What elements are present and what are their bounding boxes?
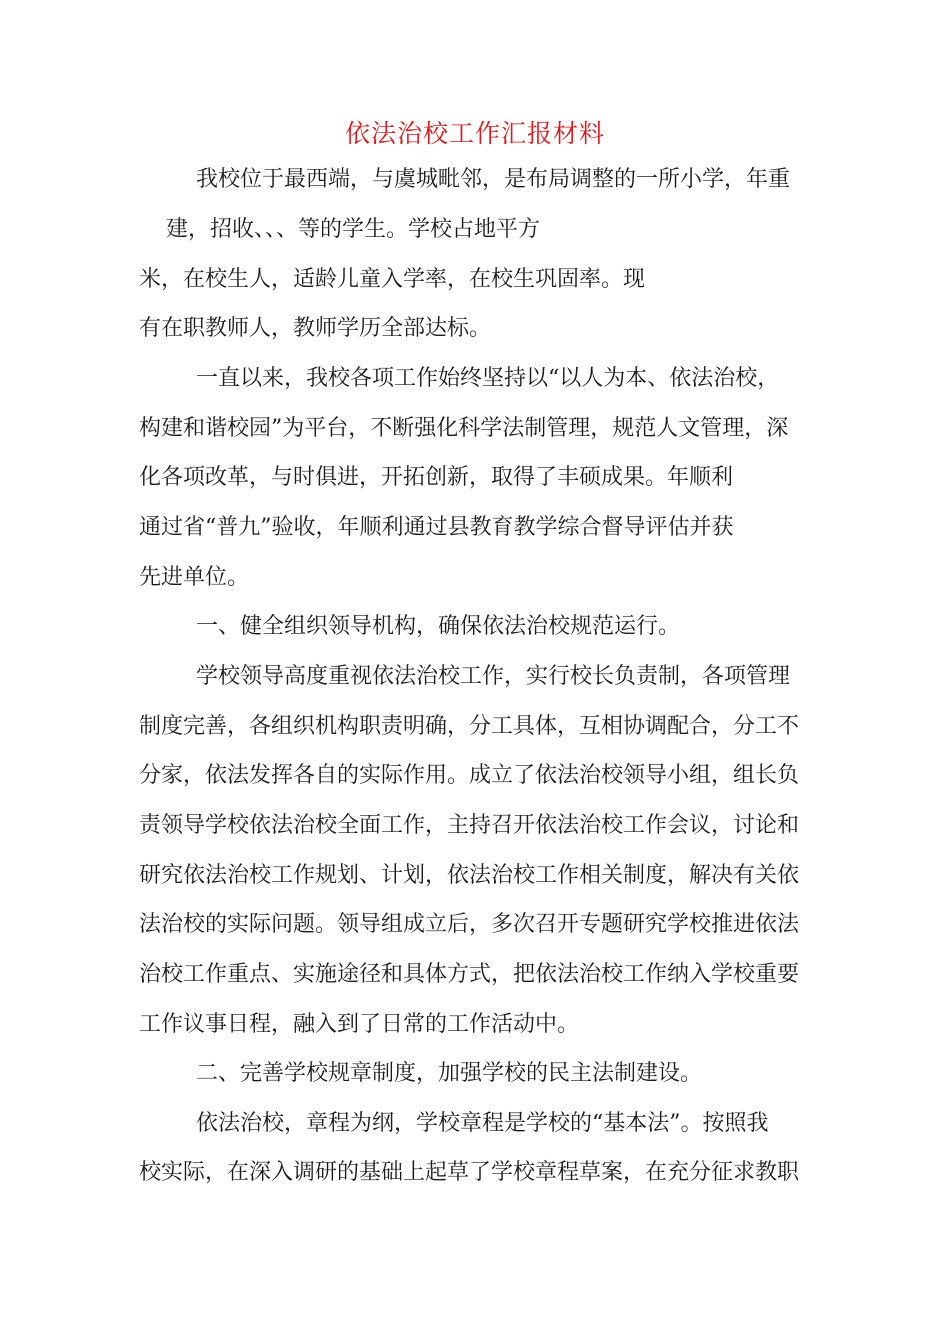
text-line: 研究依法治校工作规划、计划，依法治校工作相关制度，解决有关依 — [139, 863, 800, 888]
document-title: 依法治校工作汇报材料 — [344, 119, 605, 148]
section-heading: 二、完善学校规章制度，加强学校的民主法制建设。 — [196, 1061, 703, 1086]
section-heading: 一、健全组织领导机构，确保依法治校规范运行。 — [196, 614, 681, 639]
text-line: 先进单位。 — [139, 565, 250, 590]
text-line: 校实际，在深入调研的基础上起草了学校章程草案，在充分征求教职 — [139, 1160, 800, 1185]
text-line: 一直以来，我校各项工作始终坚持以“以人为本、依法治校， — [196, 366, 780, 391]
text-line: 通过省“普九”验收，年顺利通过县教育教学综合督导评估并获 — [139, 515, 734, 540]
text-line: 学校领导高度重视依法治校工作，实行校长负责制，各项管理 — [196, 664, 791, 689]
text-line: 有在职教师人，教师学历全部达标。 — [139, 316, 492, 341]
text-line: 制度完善，各组织机构职责明确，分工具体，互相协调配合，分工不 — [139, 714, 800, 739]
text-line: 工作议事日程，融入到了日常的工作活动中。 — [139, 1012, 580, 1037]
text-line: 分家，依法发挥各自的实际作用。成立了依法治校领导小组，组长负 — [139, 763, 800, 788]
text-line: 建，招收、、、等的学生。学校占地平方 — [166, 217, 541, 242]
text-line: 法治校的实际问题。领导组成立后，多次召开专题研究学校推进依法 — [139, 912, 800, 937]
text-line: 责领导学校依法治校全面工作，主持召开依法治校工作会议，讨论和 — [139, 813, 800, 838]
text-line: 我校位于最西端，与虞城毗邻，是布局调整的一所小学，年重 — [196, 167, 791, 192]
text-line: 治校工作重点、实施途径和具体方式，把依法治校工作纳入学校重要 — [139, 962, 800, 987]
text-line: 米，在校生人，适龄儿童入学率，在校生巩固率。现 — [139, 267, 646, 292]
text-line: 构建和谐校园”为平台，不断强化科学法制管理，规范人文管理，深 — [139, 416, 789, 441]
text-line: 化各项改革，与时俱进，开拓创新，取得了丰硕成果。年顺利 — [139, 465, 734, 490]
text-line: 依法治校，章程为纲，学校章程是学校的“基本法”。按照我 — [196, 1111, 769, 1136]
